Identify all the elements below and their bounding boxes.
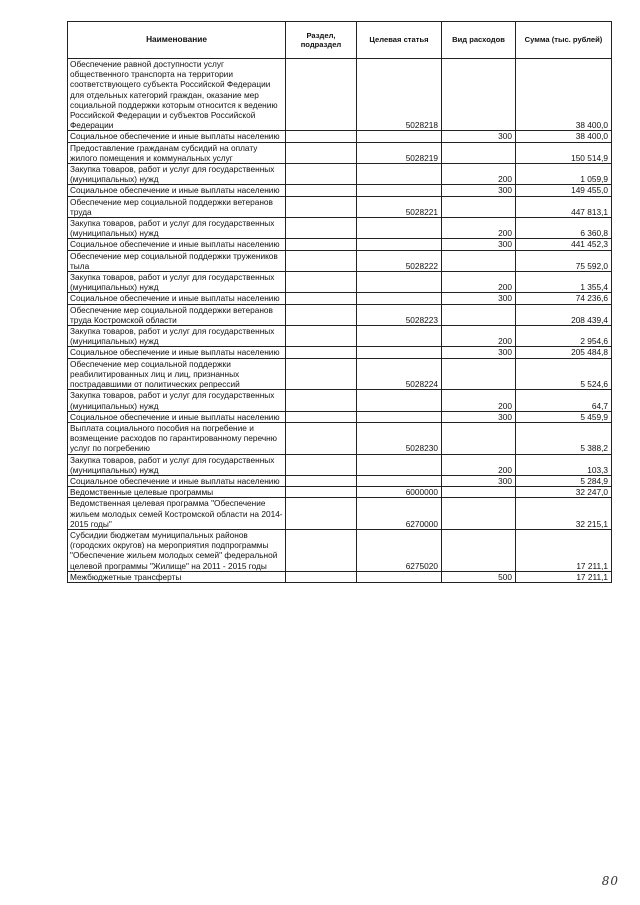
cell-kind: 300: [442, 347, 516, 358]
table-row: [68, 358, 612, 390]
cell-kind: [442, 142, 516, 163]
cell-name: Закупка товаров, работ и услуг для государственных (муниципальных) нужд: [68, 218, 286, 239]
cell-name: Обеспечение равной доступности услуг общественного транспорта на территории соответствующего субъекта Российской Федерации для отдельных категорий граждан, оказание мер социальной поддержки которым относится к ведению Российской Федерации и субъектов Российской Федерации: [68, 59, 286, 131]
table-row: [68, 454, 612, 475]
table-row: [68, 487, 612, 498]
cell-target: [357, 347, 442, 358]
cell-name: Закупка товаров, работ и услуг для государственных (муниципальных) нужд: [68, 164, 286, 185]
cell-target: [357, 218, 442, 239]
table-row: [68, 218, 612, 239]
cell-section: [286, 347, 357, 358]
cell-kind: [442, 59, 516, 131]
cell-target: 5028224: [357, 358, 442, 390]
cell-sum: 5 388,2: [516, 422, 612, 454]
cell-kind: 200: [442, 390, 516, 411]
cell-kind: 300: [442, 475, 516, 486]
cell-target: 5028230: [357, 422, 442, 454]
cell-name: Ведомственная целевая программа "Обеспечение жильем молодых семей Костромской области на 2014-2015 годы": [68, 498, 286, 530]
cell-target: 6275020: [357, 529, 442, 571]
cell-sum: 5 459,9: [516, 411, 612, 422]
table-row: [68, 250, 612, 271]
cell-name: Социальное обеспечение и иные выплаты населению: [68, 131, 286, 142]
cell-name: Социальное обеспечение и иные выплаты населению: [68, 293, 286, 304]
cell-name: Закупка товаров, работ и услуг для государственных (муниципальных) нужд: [68, 390, 286, 411]
cell-section: [286, 411, 357, 422]
cell-name: Субсидии бюджетам муниципальных районов (городских округов) на мероприятия подпрограммы "Обеспечение жильем молодых семей" федеральной целевой программы "Жилище" на 2011 - 2015 годы: [68, 529, 286, 571]
cell-target: [357, 185, 442, 196]
cell-sum: 150 514,9: [516, 142, 612, 163]
cell-kind: [442, 529, 516, 571]
cell-kind: [442, 498, 516, 530]
table-row: [68, 326, 612, 347]
cell-target: [357, 390, 442, 411]
cell-kind: 300: [442, 293, 516, 304]
cell-kind: 300: [442, 411, 516, 422]
cell-name: Социальное обеспечение и иные выплаты населению: [68, 239, 286, 250]
table-row: [68, 164, 612, 185]
cell-target: [357, 411, 442, 422]
table-row: [68, 185, 612, 196]
cell-section: [286, 131, 357, 142]
table-row: [68, 411, 612, 422]
cell-kind: 200: [442, 326, 516, 347]
cell-section: [286, 142, 357, 163]
cell-sum: 5 284,9: [516, 475, 612, 486]
cell-section: [286, 164, 357, 185]
table-row: [68, 131, 612, 142]
cell-name: Социальное обеспечение и иные выплаты населению: [68, 347, 286, 358]
cell-target: 6270000: [357, 498, 442, 530]
cell-sum: 32 247,0: [516, 487, 612, 498]
cell-sum: 38 400,0: [516, 131, 612, 142]
cell-kind: 200: [442, 218, 516, 239]
cell-target: [357, 293, 442, 304]
cell-target: 5028218: [357, 59, 442, 131]
cell-target: 5028219: [357, 142, 442, 163]
cell-section: [286, 239, 357, 250]
cell-name: Социальное обеспечение и иные выплаты населению: [68, 185, 286, 196]
cell-section: [286, 218, 357, 239]
cell-kind: 300: [442, 185, 516, 196]
cell-section: [286, 529, 357, 571]
cell-sum: 6 360,8: [516, 218, 612, 239]
cell-target: 6000000: [357, 487, 442, 498]
table-header-row: [68, 22, 612, 59]
cell-name: Межбюджетные трансферты: [68, 571, 286, 582]
cell-target: 5028223: [357, 304, 442, 325]
cell-target: [357, 239, 442, 250]
cell-sum: 17 211,1: [516, 571, 612, 582]
cell-name: Обеспечение мер социальной поддержки реабилитированных лиц и лиц, признанных пострадавшими от политических репрессий: [68, 358, 286, 390]
table-row: [68, 239, 612, 250]
cell-section: [286, 487, 357, 498]
cell-target: 5028222: [357, 250, 442, 271]
cell-name: Закупка товаров, работ и услуг для государственных (муниципальных) нужд: [68, 454, 286, 475]
header-kind: Вид расходов: [442, 22, 516, 59]
cell-section: [286, 250, 357, 271]
table-row: [68, 390, 612, 411]
cell-kind: 200: [442, 454, 516, 475]
table-row: [68, 475, 612, 486]
cell-section: [286, 390, 357, 411]
cell-section: [286, 571, 357, 582]
header-name: Наименование: [68, 22, 286, 59]
cell-sum: 1 059,9: [516, 164, 612, 185]
cell-target: [357, 571, 442, 582]
table-row: [68, 498, 612, 530]
budget-table: [67, 21, 612, 583]
cell-sum: 64,7: [516, 390, 612, 411]
table-row: [68, 422, 612, 454]
cell-target: [357, 272, 442, 293]
table-row: [68, 196, 612, 217]
cell-sum: 32 215,1: [516, 498, 612, 530]
cell-sum: 74 236,6: [516, 293, 612, 304]
cell-sum: 447 813,1: [516, 196, 612, 217]
table-row: [68, 529, 612, 571]
cell-section: [286, 326, 357, 347]
cell-section: [286, 304, 357, 325]
table-row: [68, 571, 612, 582]
cell-section: [286, 196, 357, 217]
cell-sum: 103,3: [516, 454, 612, 475]
cell-section: [286, 185, 357, 196]
cell-section: [286, 475, 357, 486]
cell-target: [357, 326, 442, 347]
cell-name: Социальное обеспечение и иные выплаты населению: [68, 475, 286, 486]
page-number: 80: [601, 874, 619, 888]
table-row: [68, 293, 612, 304]
cell-kind: 500: [442, 571, 516, 582]
table-row: [68, 59, 612, 131]
cell-sum: 38 400,0: [516, 59, 612, 131]
cell-kind: [442, 304, 516, 325]
cell-kind: [442, 358, 516, 390]
budget-table-page: [67, 21, 611, 583]
cell-target: [357, 131, 442, 142]
cell-kind: [442, 196, 516, 217]
cell-name: Обеспечение мер социальной поддержки ветеранов труда: [68, 196, 286, 217]
cell-name: Предоставление гражданам субсидий на оплату жилого помещения и коммунальных услуг: [68, 142, 286, 163]
cell-section: [286, 454, 357, 475]
header-target: Целевая статья: [357, 22, 442, 59]
header-section: Раздел, подраздел: [286, 22, 357, 59]
cell-sum: 17 211,1: [516, 529, 612, 571]
cell-sum: 205 484,8: [516, 347, 612, 358]
cell-sum: 441 452,3: [516, 239, 612, 250]
cell-name: Закупка товаров, работ и услуг для государственных (муниципальных) нужд: [68, 326, 286, 347]
table-row: [68, 142, 612, 163]
cell-target: [357, 454, 442, 475]
cell-kind: 300: [442, 131, 516, 142]
cell-target: [357, 164, 442, 185]
cell-name: Закупка товаров, работ и услуг для государственных (муниципальных) нужд: [68, 272, 286, 293]
cell-sum: 5 524,6: [516, 358, 612, 390]
cell-section: [286, 498, 357, 530]
cell-sum: 149 455,0: [516, 185, 612, 196]
cell-kind: 300: [442, 239, 516, 250]
cell-target: 5028221: [357, 196, 442, 217]
cell-section: [286, 272, 357, 293]
header-sum: Сумма (тыс. рублей): [516, 22, 612, 59]
table-row: [68, 304, 612, 325]
cell-sum: 208 439,4: [516, 304, 612, 325]
cell-target: [357, 475, 442, 486]
cell-name: Ведомственные целевые программы: [68, 487, 286, 498]
cell-section: [286, 358, 357, 390]
cell-sum: 75 592,0: [516, 250, 612, 271]
cell-kind: [442, 422, 516, 454]
cell-section: [286, 422, 357, 454]
cell-kind: [442, 487, 516, 498]
cell-name: Социальное обеспечение и иные выплаты населению: [68, 411, 286, 422]
cell-kind: 200: [442, 164, 516, 185]
cell-name: Выплата социального пособия на погребение и возмещение расходов по гарантированному перечню услуг по погребению: [68, 422, 286, 454]
cell-section: [286, 59, 357, 131]
cell-sum: 1 355,4: [516, 272, 612, 293]
table-row: [68, 347, 612, 358]
cell-section: [286, 293, 357, 304]
cell-kind: 200: [442, 272, 516, 293]
cell-kind: [442, 250, 516, 271]
cell-sum: 2 954,6: [516, 326, 612, 347]
cell-name: Обеспечение мер социальной поддержки ветеранов труда Костромской области: [68, 304, 286, 325]
cell-name: Обеспечение мер социальной поддержки тружеников тыла: [68, 250, 286, 271]
table-row: [68, 272, 612, 293]
